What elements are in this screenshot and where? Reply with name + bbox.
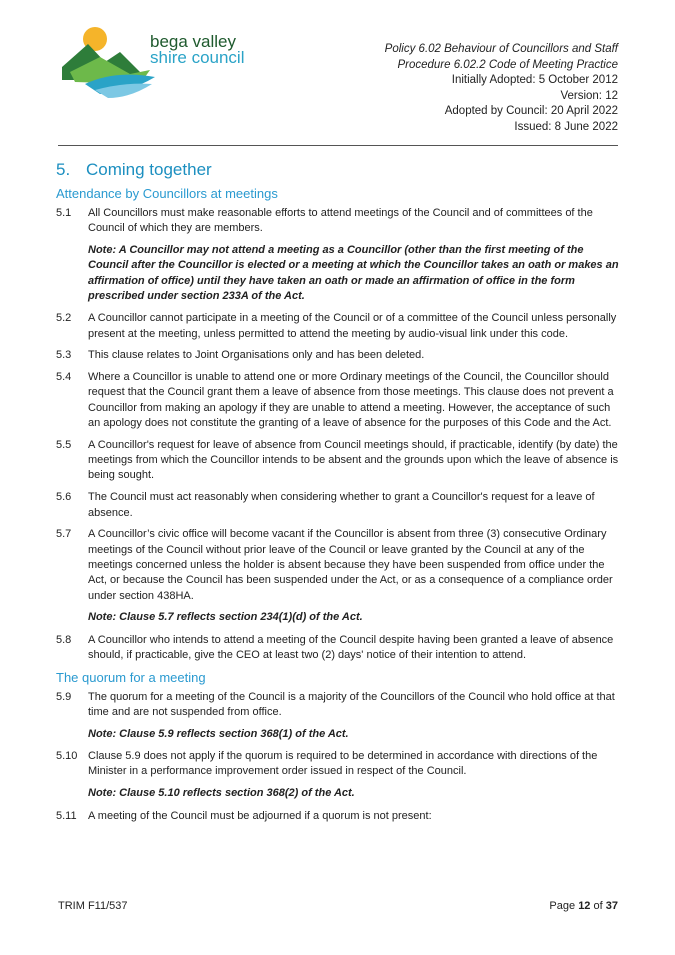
clause bbox=[56, 438, 621, 484]
logo-hills-icon bbox=[60, 22, 155, 100]
page-number bbox=[549, 900, 618, 912]
clause-text: Where a Councillor is unable to attend one or more Ordinary meetings of the Council, the Councillor should request that the Council grant them a leave of absence from those meetings. This clause does not prevent a Councillor from making an apology if they are unable to attend a meeting. However, the acceptance of such an apology does not constitute the granting of a leave of absence for the purposes of this Code and the Act. bbox=[88, 371, 614, 430]
procedure-title: Procedure 6.02.2 Code of Meeting Practice bbox=[397, 58, 618, 71]
clause-text: The quorum for a meeting of the Council is a majority of the Councillors of the Council who hold office at that time and are not suspended from office. bbox=[88, 690, 615, 719]
of-label: of bbox=[593, 900, 603, 912]
clause-note: Note: A Councillor may not attend a meeting as a Councillor (other than the first meeting of the Council after the Councillor is elected or a meeting at which the Councillor takes an oath or makes an affirmation of office) until they have taken an oath or made an affirmation of office in the form prescribed under section 233A of the Act. bbox=[88, 244, 619, 302]
subheading-attendance: Attendance by Councillors at meetings bbox=[56, 186, 278, 201]
clause-text: A Councillor's request for leave of absence from Council meetings should, if practicable, identify (by date) the meetings from which the Councillor intends to be absent and the grounds upon which the leave of absence is being sought. bbox=[88, 438, 619, 482]
subheading-quorum: The quorum for a meeting bbox=[56, 669, 206, 685]
clause-number: 5.7 bbox=[56, 528, 72, 541]
clause bbox=[56, 370, 621, 431]
clause-text: The Council must act reasonably when considering whether to grant a Councillor's request for a leave of absence. bbox=[88, 491, 595, 519]
policy-title: Policy 6.02 Behaviour of Councillors and Staff bbox=[384, 43, 618, 55]
logo-wordmark bbox=[150, 34, 245, 66]
clause-text: A meeting of the Council must be adjourned if a quorum is not present: bbox=[88, 809, 432, 822]
clause-number: 5.5 bbox=[56, 438, 72, 451]
clause bbox=[56, 690, 621, 721]
section-number: 5. bbox=[56, 160, 71, 179]
clause-number: 5.9 bbox=[56, 690, 72, 703]
clause bbox=[56, 490, 621, 521]
council-logo bbox=[60, 22, 285, 100]
clause-number: 5.6 bbox=[56, 491, 72, 504]
clause-number: 5.1 bbox=[56, 207, 72, 219]
clause-number: 5.2 bbox=[56, 312, 72, 325]
section-title: Coming together bbox=[86, 160, 212, 179]
clause-note: Note: Clause 5.10 reflects section 368(2) of the Act. bbox=[88, 787, 355, 800]
clause-text: A Councillor cannot participate in a meeting of the Council or of a committee of the Council unless personally present at the meeting, unless permitted to attend the meeting by audio-visual link under this code. bbox=[88, 312, 617, 340]
clause bbox=[56, 311, 621, 342]
adopted-by-council: Adopted by Council: 20 April 2022 bbox=[444, 105, 618, 117]
logo-line2: shire council bbox=[150, 48, 245, 67]
section-heading bbox=[56, 160, 621, 180]
clause-text: This clause relates to Joint Organisations only and has been deleted. bbox=[88, 349, 425, 362]
clause bbox=[56, 206, 621, 237]
clause-number: 5.3 bbox=[56, 349, 72, 362]
clause bbox=[56, 348, 621, 363]
clause-text: A Councillor who intends to attend a meeting of the Council despite having been granted a leave of absence should, if practicable, give the CEO at least two (2) days' notice of their intention to attend. bbox=[88, 633, 614, 661]
clause-number: 5.8 bbox=[56, 633, 72, 646]
document-body bbox=[56, 160, 621, 830]
current-page: 12 bbox=[578, 900, 591, 912]
clause bbox=[56, 749, 621, 780]
clause bbox=[56, 809, 621, 824]
clause-number: 5.10 bbox=[56, 750, 78, 763]
clause-text: Clause 5.9 does not apply if the quorum is required to be determined in accordance with directions of the Minister in a performance improvement order issued in respect of the Council. bbox=[88, 750, 598, 778]
issued-date: Issued: 8 June 2022 bbox=[514, 120, 618, 133]
header-divider bbox=[58, 145, 618, 146]
clause bbox=[56, 527, 621, 603]
clause-note: Note: Clause 5.7 reflects section 234(1)(d) of the Act. bbox=[88, 611, 363, 624]
version: Version: 12 bbox=[560, 89, 618, 102]
logo-line1: bega valley bbox=[150, 32, 237, 51]
clause-number: 5.4 bbox=[56, 371, 72, 384]
clause-text: All Councillors must make reasonable efforts to attend meetings of the Council and of committees of the Council of which they are members. bbox=[88, 207, 593, 235]
total-pages: 37 bbox=[605, 900, 618, 912]
document-header bbox=[385, 42, 618, 135]
page-label: Page bbox=[549, 900, 576, 912]
initially-adopted: Initially Adopted: 5 October 2012 bbox=[451, 74, 618, 86]
clause-note: Note: Clause 5.9 reflects section 368(1) of the Act. bbox=[88, 727, 349, 740]
clause-number: 5.11 bbox=[56, 809, 77, 822]
clause bbox=[56, 633, 621, 664]
clause-text: A Councillor’s civic office will become vacant if the Councillor is absent from three (3) consecutive Ordinary meetings of the Council without prior leave of the Council or leave granted by the Council at any of the meetings concerned unless the holder is absent because they have been suspended from office under the Act, or because the Council has been suspended under the Act, or as a consequence of a compliance order under section 438HA. bbox=[88, 528, 613, 602]
trim-reference: TRIM F11/537 bbox=[58, 900, 128, 912]
